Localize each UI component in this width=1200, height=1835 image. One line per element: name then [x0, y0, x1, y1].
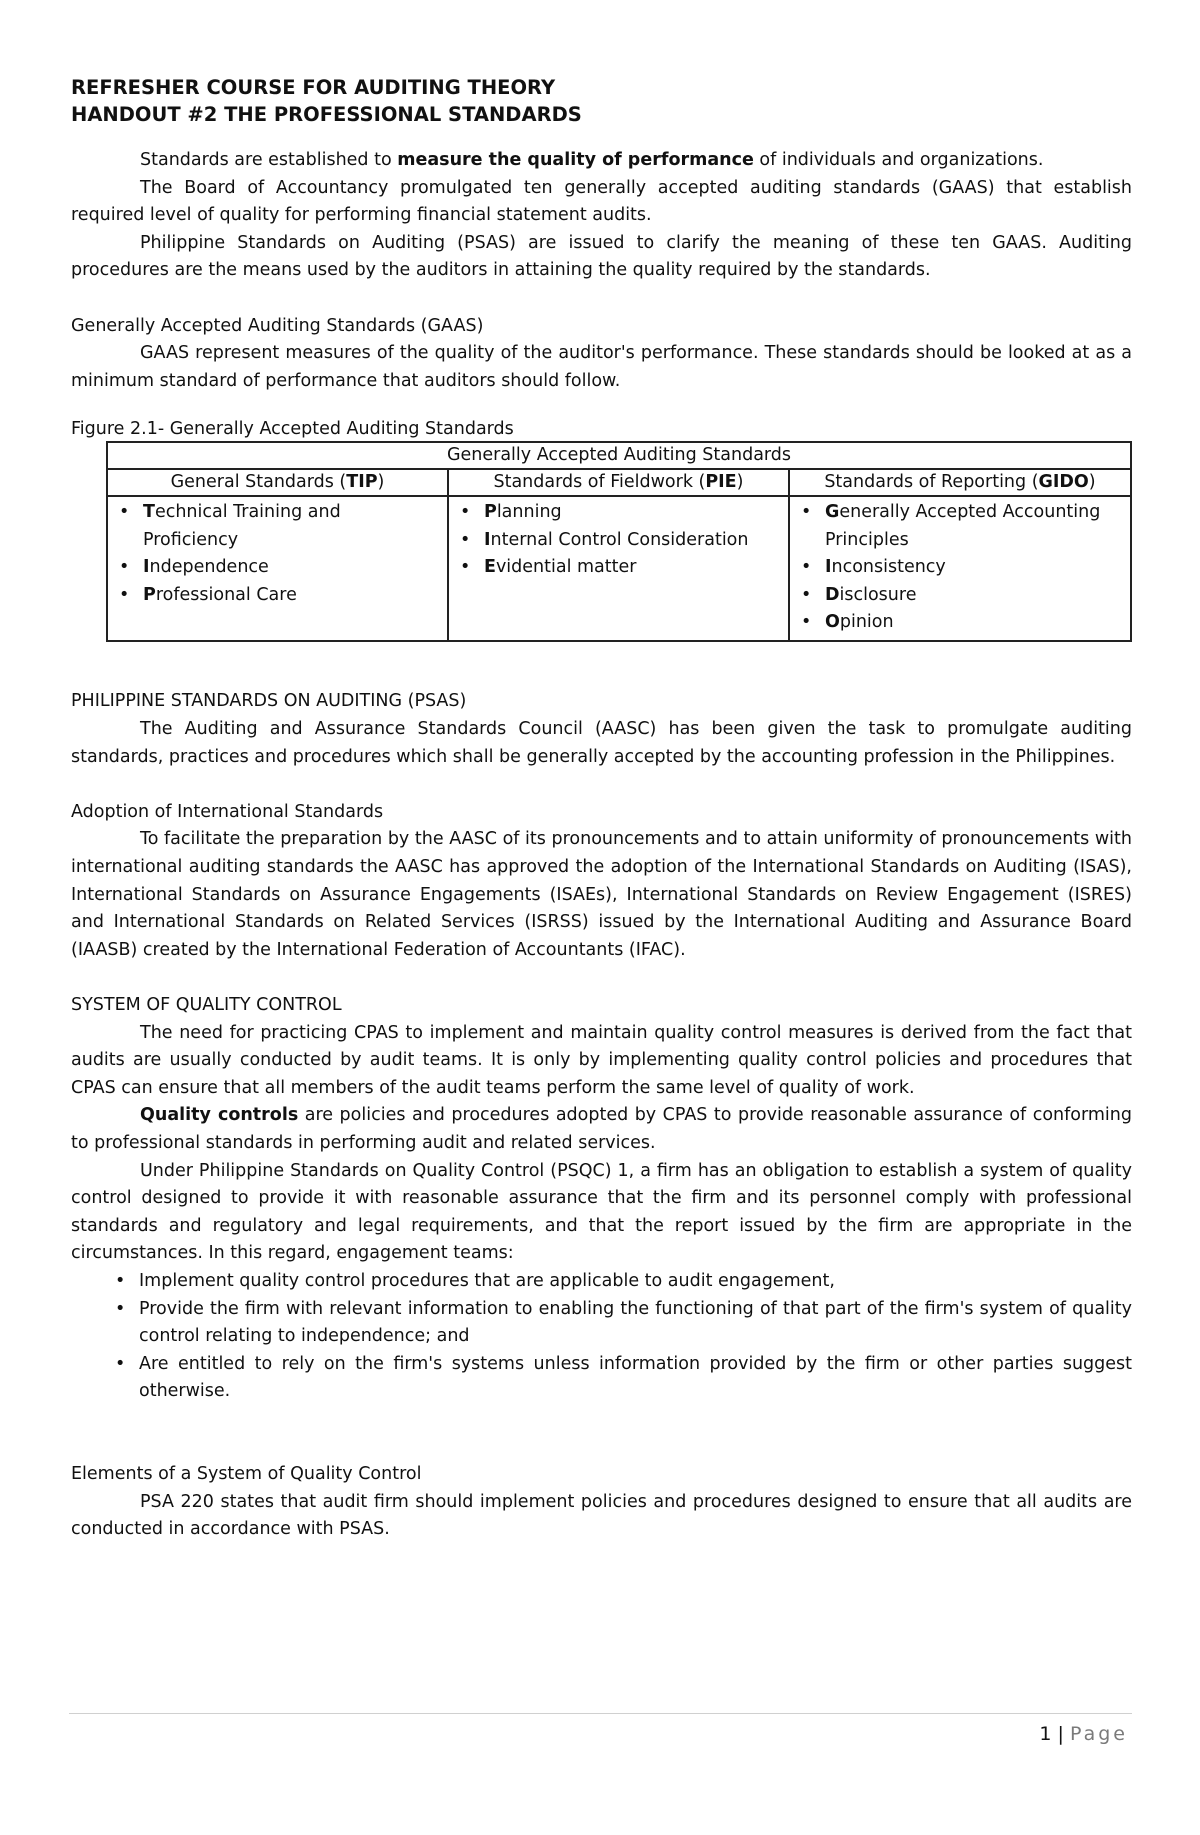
emphasis-quality-controls: Quality controls — [140, 1105, 299, 1126]
gaas-column-header: Standards of Fieldwork (PIE) — [448, 469, 789, 496]
sqc-paragraph-3: Under Philippine Standards on Quality Control (PSQC) 1, a firm has an obligation to establish a system of quality control designed to provide it with reasonable assurance that the firm and its personnel comply with professional standards and regulatory and legal requirements, and that the report issued by the firm are appropriate in the circumstances. In this regard, engagement teams: — [71, 1160, 1132, 1264]
list-item: • Internal Control Consideration — [484, 527, 782, 555]
gaas-heading: Generally Accepted Auditing Standards (GAAS) — [71, 315, 484, 336]
list-item: • Disclosure — [825, 582, 1124, 610]
page-number: 1 — [1039, 1723, 1052, 1745]
footer-divider — [69, 1713, 1132, 1714]
gaas-column-header: Standards of Reporting (GIDO) — [789, 469, 1131, 496]
psas-paragraph: The Auditing and Assurance Standards Council (AASC) has been given the task to promulgate auditing standards, practices and procedures which shall be generally accepted by the accounting profession in the Philippines. — [71, 719, 1132, 767]
gaas-table-title: Generally Accepted Auditing Standards — [107, 442, 1131, 469]
list-item: • Implement quality control procedures that are applicable to audit engagement, — [139, 1268, 1132, 1296]
intro-paragraph-2: The Board of Accountancy promulgated ten generally accepted auditing standards (GAAS) that establish required level of quality for performing financial statement audits. — [71, 177, 1132, 226]
emphasis-measure-quality: measure the quality of performance — [397, 150, 754, 170]
list-item: • Evidential matter — [484, 554, 782, 582]
sqc-paragraph-1: The need for practicing CPAS to implement and maintain quality control measures is derived from the fact that audits are usually conducted by audit teams. It is only by implementing quality control policies and procedures that CPAS can ensure that all members of the audit teams perform the same level of quality of work. — [71, 1022, 1132, 1098]
figure-caption: Figure 2.1- Generally Accepted Auditing Standards — [71, 419, 514, 440]
elements-paragraph: PSA 220 states that audit firm should implement policies and procedures designed to ensure that all audits are conducted in accordance with PSAS. — [71, 1491, 1132, 1540]
elements-heading: Elements of a System of Quality Control — [71, 1464, 422, 1485]
gaas-table — [106, 441, 1132, 642]
fieldwork-standards-cell — [448, 496, 789, 641]
handout-title: HANDOUT #2 THE PROFESSIONAL STANDARDS — [71, 103, 582, 126]
list-item: • Generally Accepted Accounting Principles — [825, 499, 1124, 554]
list-item: • Technical Training and Proficiency — [143, 499, 441, 554]
gaas-paragraph: GAAS represent measures of the quality of the auditor's performance. These standards should be looked at as a minimum standard of performance that auditors should follow. — [71, 343, 1132, 391]
list-item: • Inconsistency — [825, 554, 1124, 582]
adoption-heading: Adoption of International Standards — [71, 801, 384, 822]
list-item: • Are entitled to rely on the firm's systems unless information provided by the firm or other parties suggest otherwise. — [139, 1351, 1132, 1406]
page-separator: | — [1057, 1723, 1064, 1745]
list-item: • Independence — [143, 554, 441, 582]
sqc-paragraph-2: Quality controls are policies and procedures adopted by CPAS to provide reasonable assurance of conforming to professional standards in performing audit and related services. — [71, 1105, 1132, 1153]
psas-heading: PHILIPPINE STANDARDS ON AUDITING (PSAS) — [71, 691, 467, 712]
adoption-paragraph: To facilitate the preparation by the AASC of its pronouncements and to attain uniformity of pronouncements with international auditing standards the AASC has approved the adoption of the International Standards on Auditing (ISAS), International Standards on Assurance Engagements (ISAEs), International Standards on Review Engagement (ISRES) and International Standards on Related Services (ISRSS) issued by the International Auditing and Assurance Board (IAASB) created by the International Federation of Accountants (IFAC). — [71, 829, 1132, 960]
list-item: • Opinion — [825, 609, 1124, 637]
intro-paragraph-3: Philippine Standards on Auditing (PSAS) are issued to clarify the meaning of these ten GAAS. Auditing procedures are the means used by the auditors in attaining the quality required by the standards. — [71, 232, 1132, 281]
engagement-team-list — [71, 1268, 1132, 1406]
general-standards-cell — [107, 496, 448, 641]
list-item: • Provide the firm with relevant information to enabling the functioning of that part of the firm's system of quality control relating to independence; and — [139, 1296, 1132, 1351]
gaas-column-header: General Standards (TIP) — [107, 469, 448, 496]
intro-paragraph-1: Standards are established to measure the quality of performance of individuals and organizations. — [140, 150, 1044, 170]
reporting-standards-cell — [789, 496, 1131, 641]
page-word: Page — [1070, 1723, 1128, 1745]
list-item: • Planning — [484, 499, 782, 527]
sqc-heading: SYSTEM OF QUALITY CONTROL — [71, 994, 342, 1015]
list-item: • Professional Care — [143, 582, 441, 610]
course-title: REFRESHER COURSE FOR AUDITING THEORY — [71, 76, 556, 99]
page-footer — [1039, 1722, 1128, 1746]
